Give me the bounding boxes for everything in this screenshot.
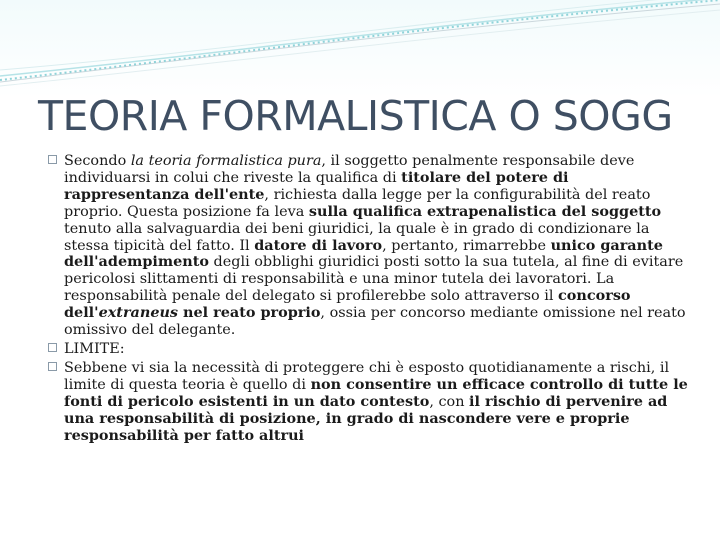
square-bullet-icon — [48, 362, 57, 371]
bullet-text: Sebbene vi sia la necessità di proteggere chi è esposto quotidianamente a rischi, il limite di questa teoria è quello di non consentire un efficace controllo di tutte le fonti di pericolo esistenti in un dato contesto, con il rischio di pervenire ad una responsabilità di posizione, in grado di nascondere vere e proprie responsabilità per fatto altrui — [64, 359, 688, 444]
bullet-list — [48, 153, 688, 446]
bullet-item — [48, 153, 688, 339]
decorative-wave-lines — [0, 0, 720, 90]
bullet-text: LIMITE: — [64, 340, 125, 357]
bullet-item — [48, 360, 688, 445]
square-bullet-icon — [48, 343, 57, 352]
bullet-text: Secondo la teoria formalistica pura, il soggetto penalmente responsabile deve individuarsi in colui che riveste la qualifica di titolare del potere di rappresentanza dell'ente, richiesta dalla legge per la configurabilità del reato proprio. Questa posizione fa leva sulla qualifica extrapenalistica del soggetto tenuto alla salvaguardia dei beni giuridici, la quale è in grado di condizionare la stessa tipicità del fatto. Il datore di lavoro, pertanto, rimarrebbe unico garante dell'adempimento degli obblighi giuridici posti sotto la sua tutela, al fine di evitare pericolosi slittamenti di responsabilità e una minor tutela dei lavoratori. La responsabilità penale del delegato si profilerebbe solo attraverso il concorso dell'extraneus nel reato proprio, ossia per concorso mediante omissione nel reato omissivo del delegante. — [64, 153, 686, 339]
square-bullet-icon — [48, 155, 57, 164]
bullet-item — [48, 341, 688, 358]
slide-title: TEORIA FORMALISTICA O SOGG — [38, 92, 673, 140]
